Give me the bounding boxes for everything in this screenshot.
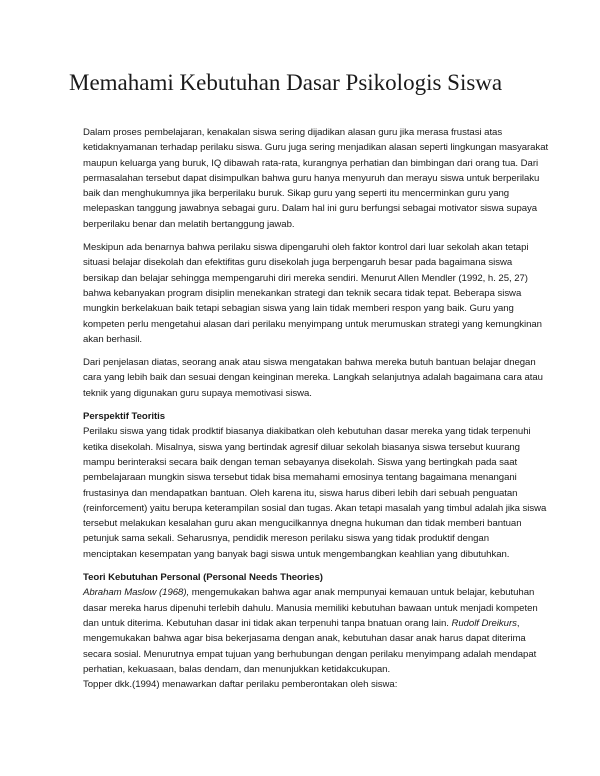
- text-line: petunjuk sama sekali. Seharusnya, pendidik mereson perilaku siswa yang tidak produktif dengan: [83, 533, 489, 545]
- text-line: baik dan menghukumnya jika berperilaku buruk. Sikap guru yang seperti itu mencerminkan guru yang: [83, 188, 510, 200]
- text-line: situasi belajar disekolah dan efektifitas guru disekolah juga berpengaruh besar pada bagaimana siswa: [83, 257, 513, 269]
- text-line: ketidaknyamanan terhadap perilaku siswa. Guru juga sering menjadikan alasan seperti lingkungan masyarakat: [83, 142, 549, 154]
- text-line: mungkin berkelakuan baik tetapi sebagian siswa yang lain tidak memberi respon yang baik. Guru yang: [83, 303, 514, 315]
- text-line: perhatian, kekuasaan, balas dendam, dan menunjukkan ketidakcukupan.: [83, 663, 391, 675]
- text-line: permasalahan tersebut dapat disimpulkan bahwa guru hanya menyuruh dan merayu siswa untuk berperilaku: [83, 172, 540, 184]
- section-heading-personal-needs: Teori Kebutuhan Personal (Personal Needs Theories): [83, 572, 323, 584]
- text-fragment: dan untuk diterima. Kebutuhan dasar ini tidak akan terpenuhi tanpa bnatuan orang lain.: [83, 617, 452, 629]
- text-line: kompeten perlu mengetahui alasan dari perilaku menyimpang untuk merumuskan strategi yang kemungkinan: [83, 318, 542, 330]
- text-line: maupun keluarga yang buruk, IQ dibawah rata-rata, kurangnya perhatian dan bimbingan dari orang tua. Dari: [83, 157, 539, 169]
- text-line: pembelajaraan mungkin siswa tersebut tidak bisa memahami emosinya tentang bagaimana menangani: [83, 472, 517, 484]
- text-line: Meskipun ada benarnya bahwa perilaku siswa dipengaruhi oleh faktor kontrol dari luar sekolah akan tetapi: [83, 242, 529, 254]
- text-line: teknik yang digunakan guru supaya memotivasi siswa.: [83, 387, 312, 399]
- text-line: melepaskan tanggung jawabnya sebagai guru. Dalam hal ini guru berfungsi sebagai motivator siswa supaya: [83, 203, 538, 215]
- document-title: Memahami Kebutuhan Dasar Psikologis Siswa: [69, 70, 503, 95]
- text-line: cara yang lebih baik dan sesuai dengan keinginan mereka. Langkah selanjutnya adalah bagaimana cara atau: [83, 372, 543, 384]
- paragraph-perspektif: [83, 424, 547, 562]
- text-line: mengemukakan bahwa agar bisa bekerjasama dengan anak, kebutuhan dasar anak harus dapat diterima: [83, 633, 526, 645]
- paragraph-conclusion: [83, 355, 543, 401]
- text-line: tersebut melakukan kesalahan guru akan mengucilkannya dnegna hukuman dan tidak memberi bantuan: [83, 518, 522, 530]
- text-line: ketika disekolah. Misalnya, siswa yang bertindak agresif diluar sekolah biasanya siswa tersebut kuurang: [83, 441, 520, 453]
- author-name: Abraham Maslow (1968),: [83, 587, 190, 599]
- text-line: secara sosial. Menurutnya empat tujuan yang berhubungan dengan perilaku menyimpang adalah mendapat: [83, 648, 537, 660]
- text-line: [83, 616, 538, 631]
- text-line: mampu berinteraksi secara baik dengan teman sebayanya disekolah. Siswa yang bertingkah pada saat: [83, 456, 518, 468]
- text-line: Dari penjelasan diatas, seorang anak atau siswa mengatakan bahwa mereka butuh bantuan belajar dnegan: [83, 357, 536, 369]
- text-line: Dalam proses pembelajaran, kenakalan siswa sering dijadikan alasan guru jika merasa frustasi atas: [83, 127, 503, 138]
- text-line: dasar mereka harus dipenuhi terlebih dahulu. Manusia memiliki kebutuhan bawaan untuk menjadi kompeten: [83, 602, 538, 614]
- text-line: menciptakan kesempatan yang banyak bagi siswa untuk mengembangkan keahlian yang dibutuhkan.: [83, 548, 510, 560]
- paragraph-factors: [83, 240, 542, 347]
- text-line: bersikap dan belajar sehingga mempengaruhi diri mereka sendiri. Menurut Allen Mendler (1992, h. 25, 27): [83, 272, 528, 284]
- text-line: Perilaku siswa yang tidak prodktif biasanya diakibatkan oleh kebutuhan dasar mereka yang tidak terpenuhi: [83, 426, 531, 438]
- text-line: Topper dkk.(1994) menawarkan daftar perilaku pemberontakan oleh siswa:: [83, 679, 398, 691]
- text-line: bahwa kebanyakan program disiplin menekankan strategi dan teknik secara tidak tepat. Beberapa siswa: [83, 287, 522, 299]
- paragraph-personal-needs: [83, 585, 538, 692]
- text-fragment: mengemukakan bahwa agar anak mempunyai kemauan untuk belajar, kebutuhan: [189, 587, 535, 599]
- document-body: [83, 125, 549, 692]
- paragraph-intro: [83, 125, 549, 232]
- text-line: [83, 585, 538, 600]
- text-fragment: ,: [516, 617, 520, 629]
- text-line: akan berhasil.: [83, 333, 143, 345]
- text-line: frustasinya dan mendapatkan bantuan. Oleh karena itu, siswa harus diberi lebih dari sebuah penguatan: [83, 487, 518, 499]
- author-name: Rudolf Dreikurs: [451, 617, 517, 629]
- text-line: (reinforcement) yaitu berupa keterampilan sosial dan tugas. Akan tetapi masalah yang timbul adalah jika siswa: [83, 502, 547, 514]
- text-line: berperilaku benar dan melatih bertanggung jawab.: [83, 218, 295, 230]
- section-heading-perspektif: Perspektif Teoritis: [83, 411, 166, 423]
